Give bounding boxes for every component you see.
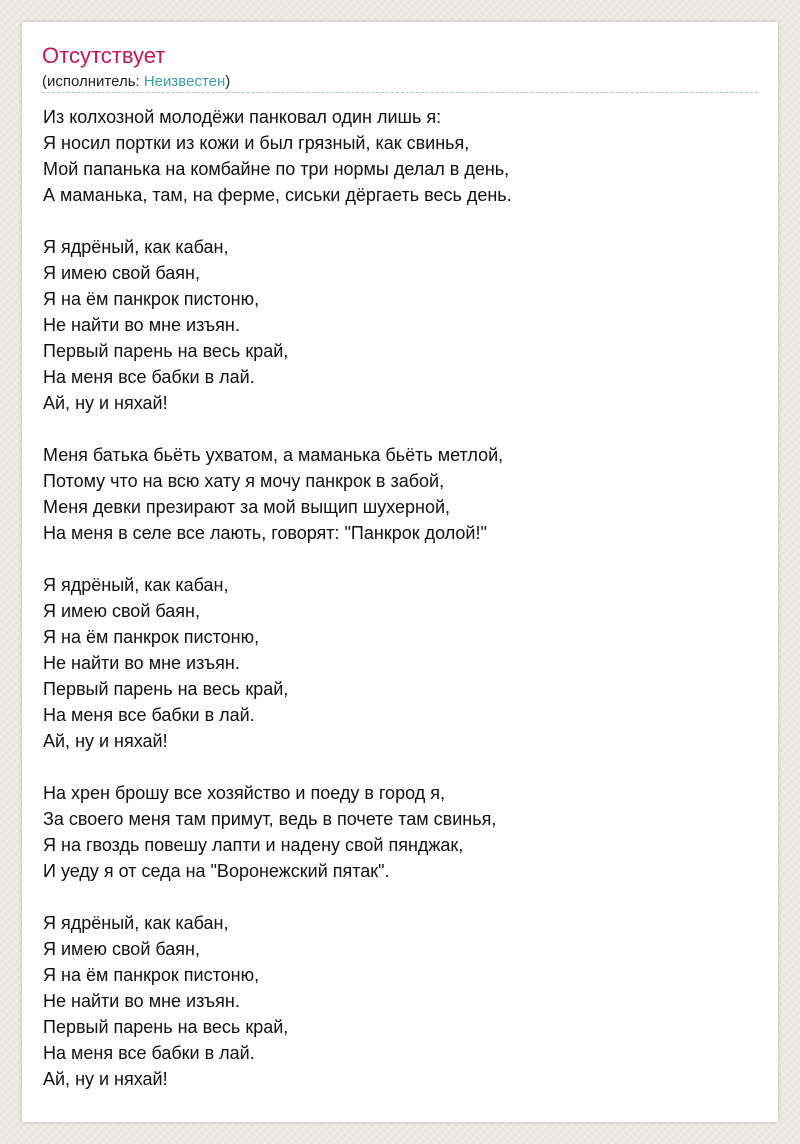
lyrics-line: За своего меня там примут, ведь в почете там свинья, [43,809,497,829]
lyrics-stanza [43,104,758,208]
lyrics-line: Я на ём панкрок пистоню, [43,289,260,309]
lyrics-line: Я носил портки из кожи и был грязный, как свинья, [43,133,470,153]
lyrics-line: Меня девки презирают за мой выщип шухерной, [43,497,451,517]
lyrics-line: Я имею свой баян, [43,263,200,283]
lyrics-line: Ай, ну и няхай! [43,731,168,751]
lyrics-line: И уеду я от седа на "Воронежский пятак". [43,861,390,881]
lyrics-line: Из колхозной молодёжи панковал один лишь я: [43,107,442,127]
artist-line [42,73,230,91]
lyrics-line: На меня в селе все лають, говорят: "Панкрок долой!" [43,523,487,543]
lyrics-stanza [43,234,758,416]
lyrics-line: Мой папанька на комбайне по три нормы делал в день, [43,159,510,179]
artist-prefix: (исполнитель: [42,73,144,90]
lyrics-stanza [43,780,758,884]
lyrics-stanza [43,572,758,754]
lyrics-line: Я на ём панкрок пистоню, [43,965,260,985]
lyrics-line: Первый парень на весь край, [43,679,289,699]
lyrics-line: А маманька, там, на ферме, сиськи дёргаеть весь день. [43,185,512,205]
lyrics-stanza [43,442,758,546]
lyrics-line: Ай, ну и няхай! [43,393,168,413]
lyrics-line: Я на гвоздь повешу лапти и надену свой пянджак, [43,835,464,855]
artist-link[interactable]: Неизвестен [143,73,226,90]
lyrics-line: Не найти во мне изъян. [43,315,240,335]
lyrics-card [22,22,778,1122]
lyrics-line: Я имею свой баян, [43,601,200,621]
lyrics-line: Я ядрёный, как кабан, [43,575,229,595]
lyrics-line: Я на ём панкрок пистоню, [43,627,260,647]
header-divider [42,92,758,93]
lyrics-line: На хрен брошу все хозяйство и поеду в город я, [43,783,445,803]
lyrics-line: На меня все бабки в лай. [43,705,255,725]
lyrics-line: Первый парень на весь край, [43,341,289,361]
artist-suffix: ) [225,73,231,90]
lyrics-body [43,104,758,1118]
lyrics-line: Я ядрёный, как кабан, [43,237,229,257]
lyrics-line: Я ядрёный, как кабан, [43,913,229,933]
lyrics-line: Первый парень на весь край, [43,1017,289,1037]
lyrics-line: На меня все бабки в лай. [43,1043,255,1063]
song-title: Отсутствует [42,43,166,68]
lyrics-line: Меня батька бьёть ухватом, а маманька бьёть метлой, [43,445,504,465]
lyrics-line: Ай, ну и няхай! [43,1069,168,1089]
lyrics-line: Я имею свой баян, [43,939,200,959]
lyrics-line: Потому что на всю хату я мочу панкрок в забой, [43,471,445,491]
lyrics-line: Не найти во мне изъян. [43,653,240,673]
lyrics-line: На меня все бабки в лай. [43,367,255,387]
lyrics-line: Не найти во мне изъян. [43,991,240,1011]
lyrics-stanza [43,910,758,1092]
